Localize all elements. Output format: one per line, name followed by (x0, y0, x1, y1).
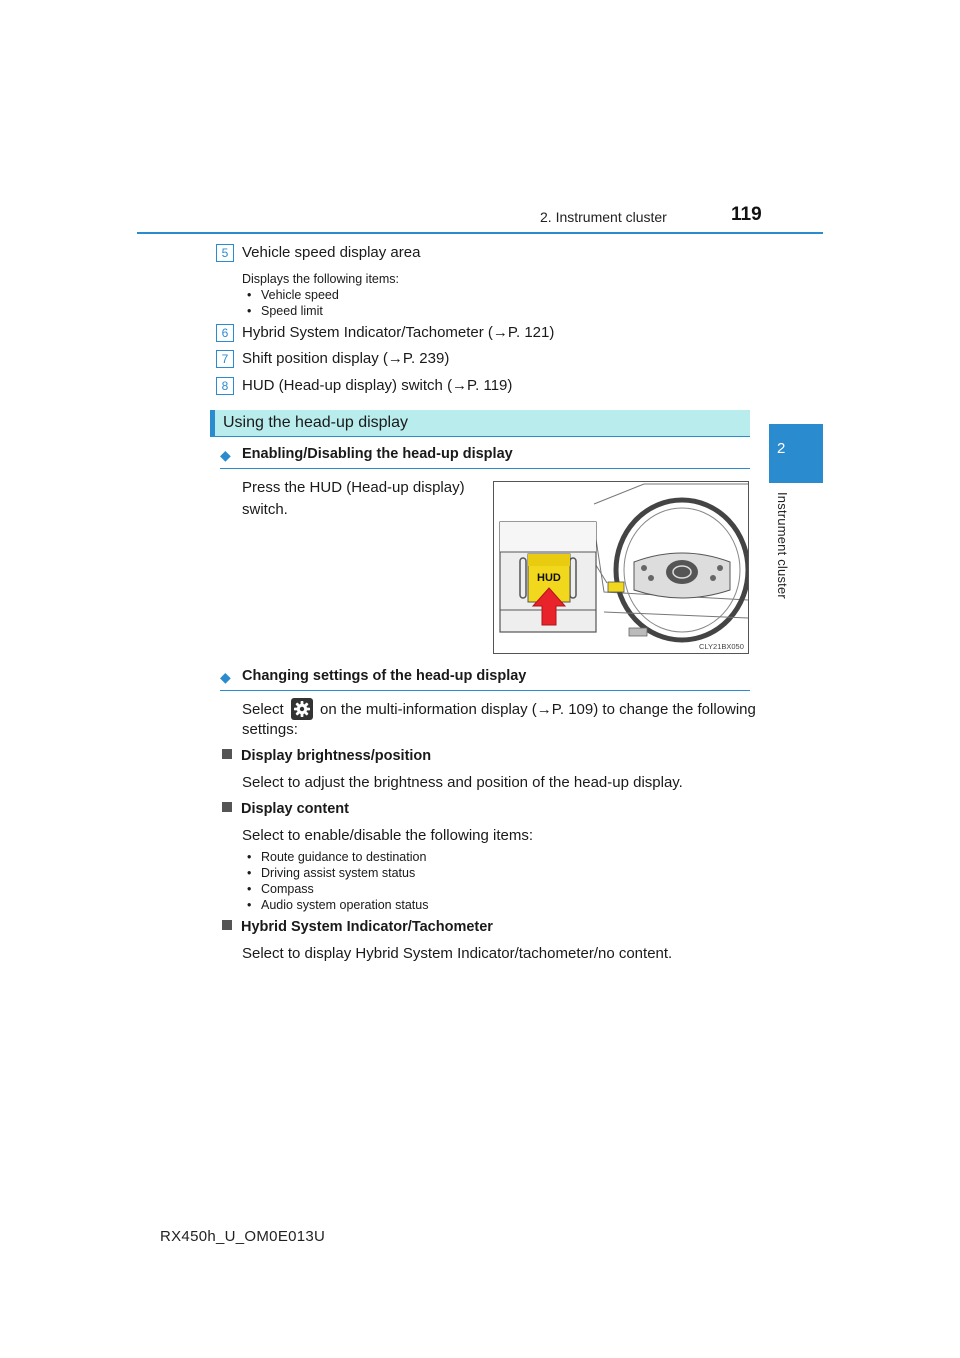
settings-intro-line2: settings: (242, 721, 298, 738)
settings-intro-after: on the multi-information display (→P. 109) to change the following (320, 701, 756, 718)
hud-button-label: HUD (537, 572, 561, 584)
content-bullet (248, 882, 314, 896)
item-5-intro: Displays the following items: (242, 272, 400, 286)
square-bullet-icon (222, 920, 232, 930)
section-title: Using the head-up display (223, 414, 409, 431)
diamond-icon: ◆ (220, 669, 231, 685)
subheading-settings (220, 668, 750, 691)
square-bullet-icon (222, 749, 232, 759)
footer-manual-code: RX450h_U_OM0E013U (160, 1228, 326, 1245)
item-number-6: 6 (216, 324, 234, 342)
bullet-text: Driving assist system status (261, 866, 416, 880)
item-title-7: Shift position display (→P. 239) (242, 350, 450, 367)
item-5-bullet (248, 304, 323, 318)
subheading-enable-text: Enabling/Disabling the head-up display (242, 446, 513, 462)
subsection-title: Display brightness/position (241, 748, 432, 764)
bullet-text: Speed limit (261, 304, 323, 318)
item-number-7: 7 (216, 350, 234, 368)
diamond-icon: ◆ (220, 447, 231, 463)
chapter-tab (769, 424, 823, 483)
subsection-brightness-text: Select to adjust the brightness and position of the head-up display. (242, 774, 683, 791)
enable-text-line1: Press the HUD (Head-up display) (242, 479, 465, 496)
gear-icon (291, 698, 313, 720)
settings-intro-before: Select (242, 701, 284, 718)
figure-code: CLY21BX050 (699, 642, 744, 651)
running-header-section: 2. Instrument cluster (540, 209, 667, 225)
bullet-text: Vehicle speed (261, 288, 339, 302)
subheading-settings-text: Changing settings of the head-up display (242, 668, 527, 684)
subsection-tachometer-text: Select to display Hybrid System Indicator/tachometer/no content. (242, 945, 673, 962)
subheading-enable (220, 446, 750, 469)
item-title-8: HUD (Head-up display) switch (→P. 119) (242, 377, 513, 394)
bullet-text: Compass (261, 882, 314, 896)
item-title-5: Vehicle speed display area (242, 244, 421, 261)
bullet-text: Route guidance to destination (261, 850, 427, 864)
content-bullet (248, 898, 428, 912)
chapter-tab-label: Instrument cluster (775, 492, 790, 599)
item-number-5: 5 (216, 244, 234, 262)
chapter-tab-number: 2 (777, 440, 786, 457)
subsection-title: Hybrid System Indicator/Tachometer (241, 919, 493, 935)
settings-intro (242, 698, 756, 720)
bullet-text: Audio system operation status (261, 898, 429, 912)
dashboard-drawing (494, 482, 748, 653)
subsection-brightness-heading (222, 748, 431, 764)
square-bullet-icon (222, 802, 232, 812)
item-number-8: 8 (216, 377, 234, 395)
item-title-6: Hybrid System Indicator/Tachometer (→P. 121) (242, 324, 555, 341)
subsection-content-heading (222, 801, 349, 817)
page-number: 119 (731, 204, 762, 225)
enable-text-line2: switch. (242, 501, 288, 518)
header-rule (137, 232, 823, 234)
hud-switch-illustration (493, 481, 749, 654)
content-bullet (248, 850, 426, 864)
subsection-title: Display content (241, 801, 349, 817)
subsection-tachometer-heading (222, 919, 493, 935)
item-5-bullet (248, 288, 339, 302)
subsection-content-text: Select to enable/disable the following items: (242, 827, 534, 844)
content-bullet (248, 866, 415, 880)
section-banner (210, 410, 750, 437)
